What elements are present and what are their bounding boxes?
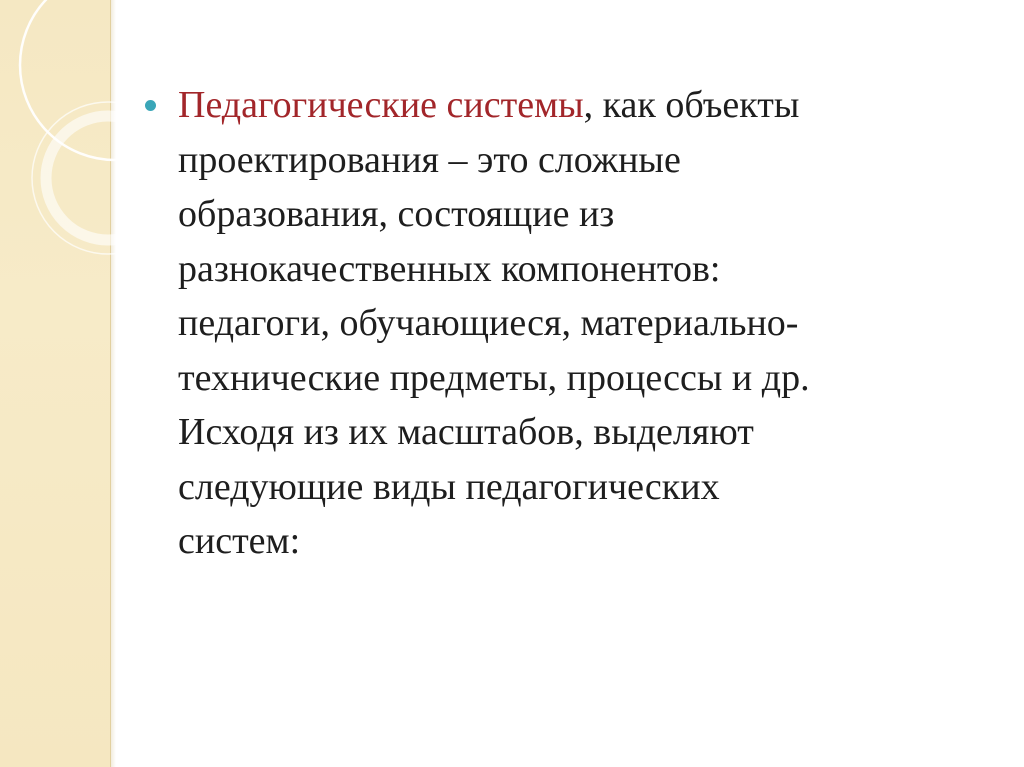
- deco-ring-small: [46, 116, 130, 240]
- bullet-term: Педагогические системы: [178, 84, 584, 126]
- bullet-line-1: , как объекты: [583, 84, 800, 126]
- bullet-line-4: разнокачественных компонентов:: [178, 247, 721, 290]
- bullet-line-8: следующие виды педагогических: [178, 465, 720, 508]
- bullet-dot-icon: [145, 100, 156, 111]
- bullet-line-3: образования, состоящие из: [178, 193, 615, 235]
- bullet-line-6: технические предметы, процессы и др.: [178, 356, 810, 399]
- bullet-line-2: проектирования – это сложные: [178, 138, 681, 181]
- deco-ring-large: [20, 0, 130, 160]
- bullet-line-7: Исходя из их масштабов, выделяют: [178, 411, 754, 453]
- bullet-line-5: педагоги, обучающиеся, материально-: [178, 302, 799, 344]
- decorative-rings: [0, 0, 130, 300]
- bullet-item: [145, 78, 945, 569]
- bullet-line-9: систем:: [178, 520, 301, 562]
- slide-content: [145, 78, 945, 569]
- bullet-text: [178, 78, 945, 569]
